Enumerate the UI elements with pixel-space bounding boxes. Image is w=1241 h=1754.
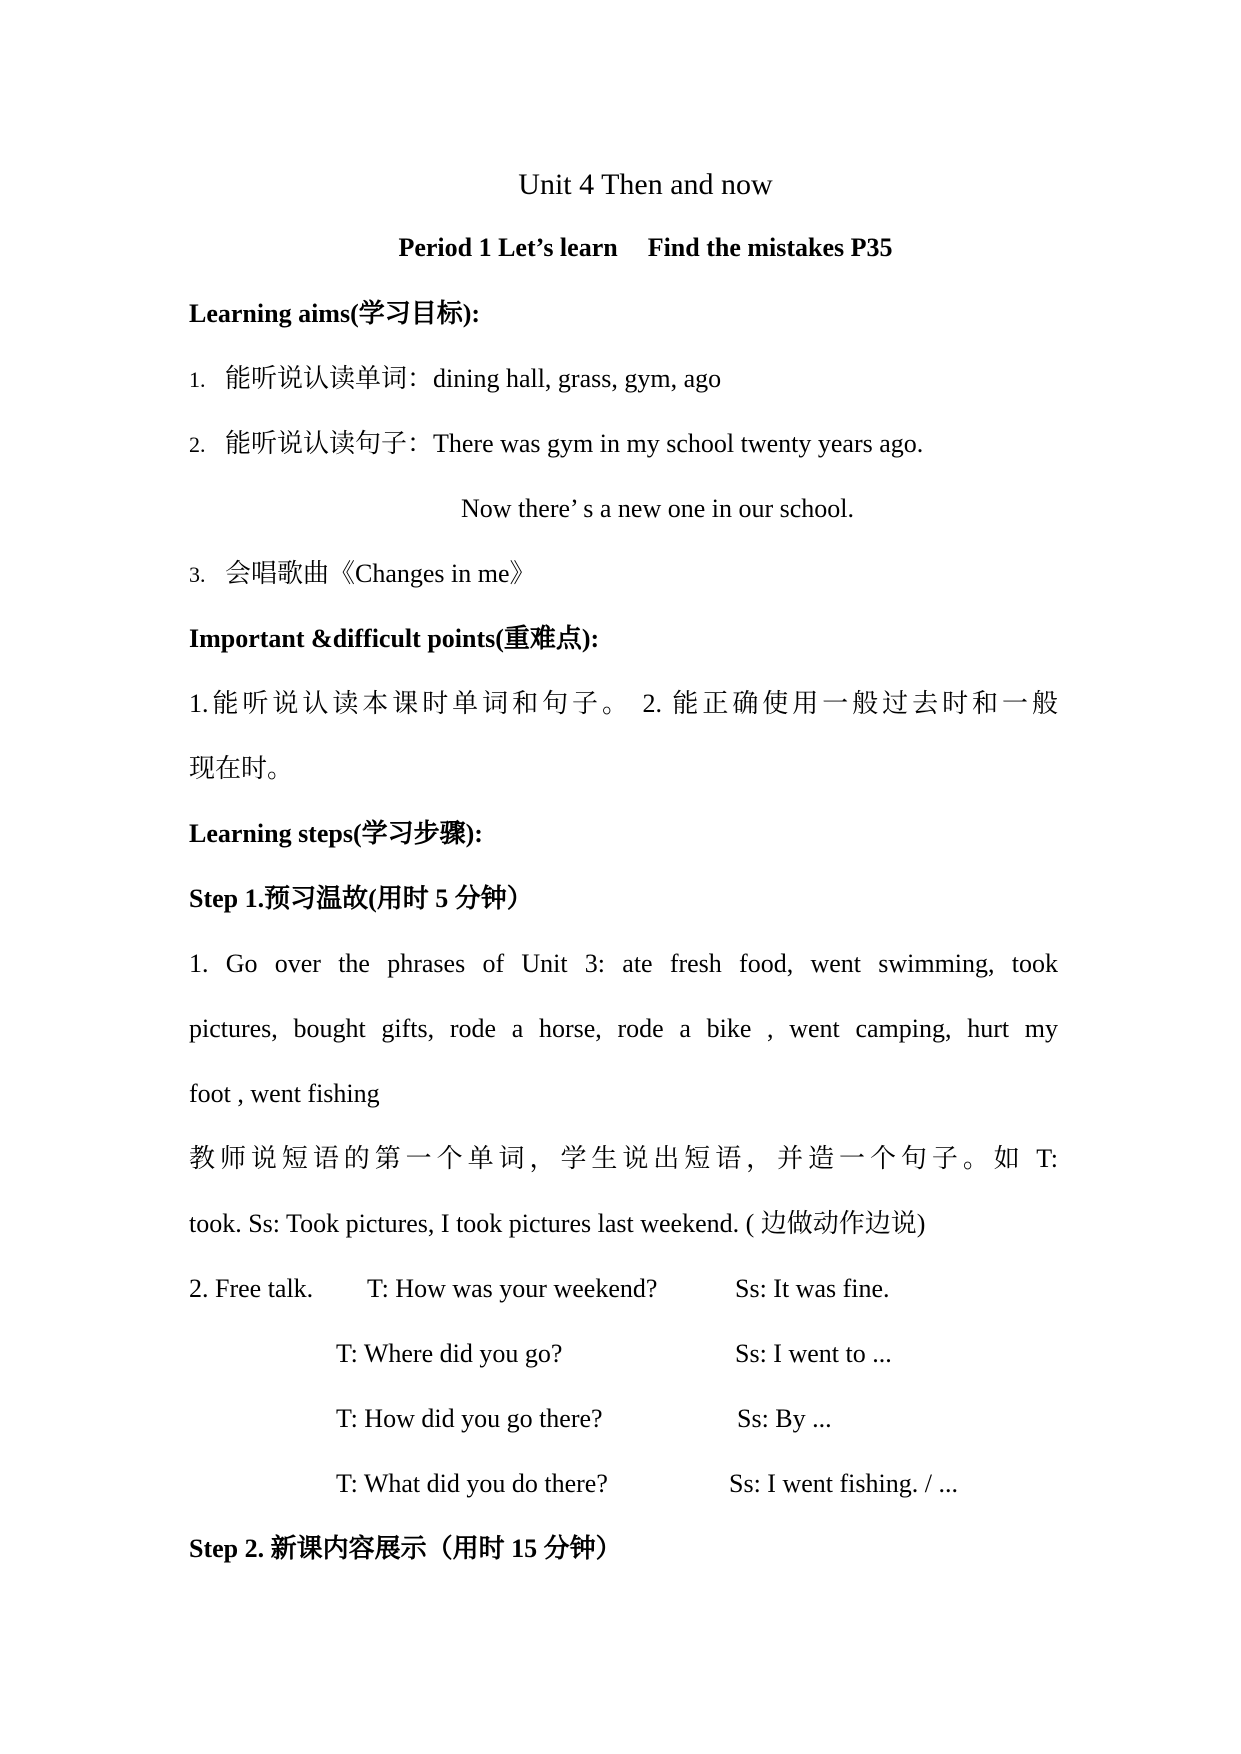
important-points-heading: Important &difficult points(重难点): — [189, 624, 600, 653]
aim-item-2-text: 能听说认读句子：There was gym in my school twenty years ago. — [225, 429, 924, 458]
page-subtitle — [0, 231, 1241, 265]
dialog-teacher-1: T: How was your weekend? — [367, 1274, 658, 1303]
dialog-teacher-3: T: How did you go there? — [336, 1404, 603, 1433]
dialog-student-1: Ss: It was fine. — [735, 1274, 890, 1303]
dialog-student-4: Ss: I went fishing. / ... — [729, 1469, 958, 1498]
aim-item-2-continuation: Now there’ s a new one in our school. — [461, 494, 855, 523]
learning-aims-heading: Learning aims(学习目标): — [189, 299, 481, 328]
step-1-phrases-line-2: pictures, bought gifts, rode a horse, rode a bike , went camping, hurt my — [189, 1014, 1058, 1043]
dialog-teacher-4: T: What did you do there? — [336, 1469, 608, 1498]
important-points-line-1: 1.能听说认读本课时单词和句子。 2. 能正确使用一般过去时和一般 — [189, 689, 1058, 718]
aim-item-2 — [189, 427, 923, 462]
aim-item-3-number: 3. — [189, 562, 206, 587]
page-title: Unit 4 Then and now — [518, 168, 773, 201]
dialog-student-2: Ss: I went to ... — [735, 1339, 892, 1368]
aim-item-2-number: 2. — [189, 432, 206, 457]
step-1-instruction-line-1: 教师说短语的第一个单词，学生说出短语，并造一个句子。如 T: — [189, 1144, 1058, 1173]
step-1-instruction-line-2: took. Ss: Took pictures, I took pictures last weekend. ( 边做动作边说) — [189, 1209, 926, 1238]
step-2-heading: Step 2. 新课内容展示（用时 15 分钟） — [189, 1534, 622, 1563]
step-1-heading: Step 1.预习温故(用时 5 分钟） — [189, 884, 533, 913]
aim-item-1-number: 1. — [189, 367, 206, 392]
step-1-phrases-line-3: foot , went fishing — [189, 1079, 380, 1108]
learning-steps-heading: Learning steps(学习步骤): — [189, 819, 483, 848]
free-talk-label: 2. Free talk. — [189, 1274, 314, 1303]
aim-item-3-text: 会唱歌曲《Changes in me》 — [225, 559, 536, 588]
dialog-student-3: Ss: By ... — [737, 1404, 832, 1433]
subtitle-period: Period 1 Let’s learn — [398, 233, 618, 262]
dialog-teacher-2: T: Where did you go? — [336, 1339, 563, 1368]
subtitle-find-mistakes: Find the mistakes P35 — [647, 233, 893, 262]
aim-item-1-text: 能听说认读单词：dining hall, grass, gym, ago — [225, 364, 722, 393]
step-1-phrases-line-1: 1. Go over the phrases of Unit 3: ate fresh food, went swimming, took — [189, 949, 1058, 978]
aim-item-1 — [189, 362, 721, 397]
aim-item-3 — [189, 557, 536, 592]
important-points-line-2: 现在时。 — [189, 754, 294, 783]
